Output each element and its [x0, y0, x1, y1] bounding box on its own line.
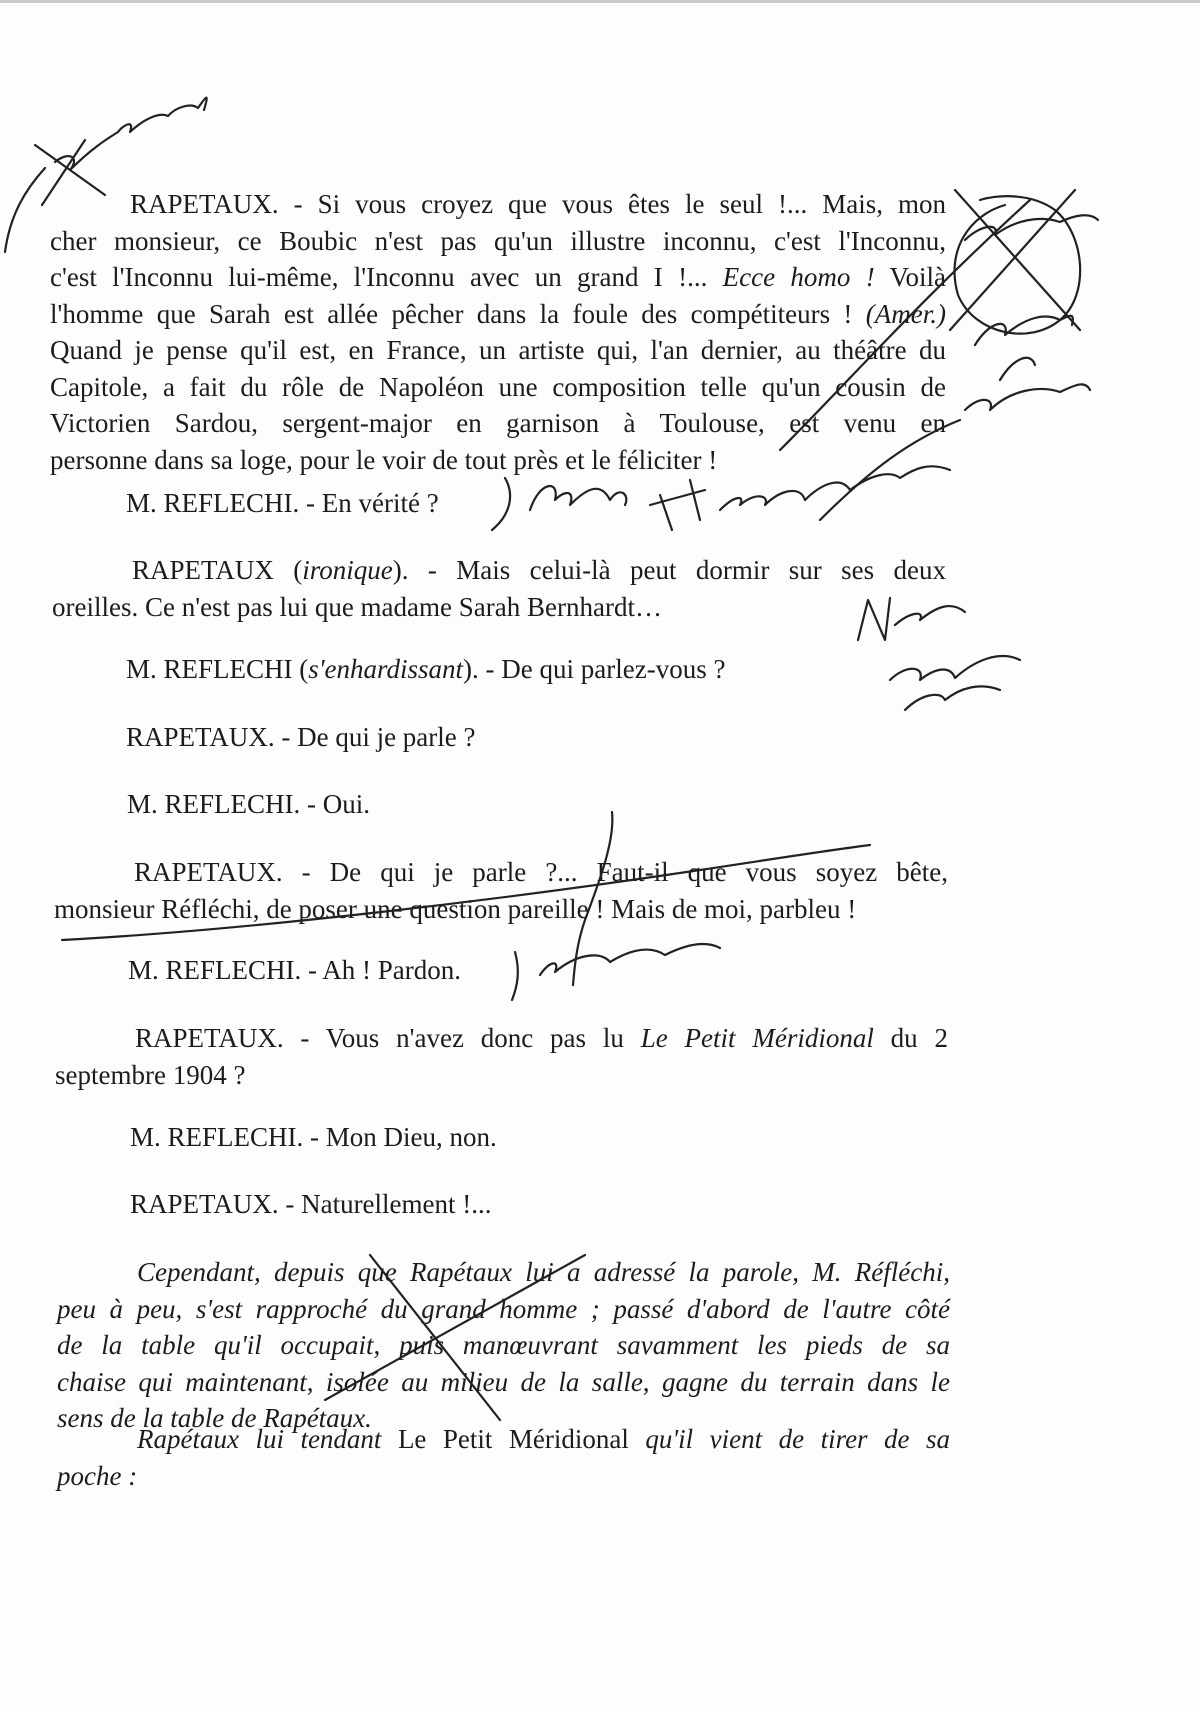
- cross-mark: [950, 190, 1080, 330]
- handwriting-scribble: [890, 656, 1020, 710]
- text-line: RAPETAUX. - Vous n'avez donc pas lu Le Petit Méridional du 2: [135, 1023, 948, 1053]
- handwriting-scribble: [530, 486, 626, 510]
- underline-stroke: [62, 845, 870, 940]
- line-rapetaux-de-qui: RAPETAUX. - De qui je parle ?: [126, 722, 476, 752]
- text-line: RAPETAUX. - Si vous croyez que vous êtes le seul !... Mais, mon: [130, 189, 946, 219]
- bracket-mark: [492, 478, 510, 530]
- text-line: Rapétaux lui tendant Le Petit Méridional qu'il vient de tirer de sa: [137, 1424, 951, 1454]
- line-reflechi-en-verite: M. REFLECHI. - En vérité ?: [126, 488, 439, 518]
- text-line: de la table qu'il occupait, puis manœuvrant savamment les pieds de sa: [57, 1330, 950, 1360]
- line-reflechi-enhardissant: M. REFLECHI (s'enhardissant). - De qui parlez-vous ?: [126, 654, 726, 684]
- handwriting-scribble: [650, 466, 950, 530]
- text-line: Quand je pense qu'il est, en France, un artiste qui, l'an dernier, au théâtre du: [50, 335, 946, 365]
- strike-line: [820, 420, 960, 520]
- line-reflechi-mon-dieu: M. REFLECHI. - Mon Dieu, non.: [130, 1122, 497, 1152]
- handwriting-scribble: [965, 358, 1090, 410]
- text-line: poche :: [57, 1460, 138, 1491]
- line-rapetaux-naturellement: RAPETAUX. - Naturellement !...: [130, 1189, 492, 1219]
- text-line: RAPETAUX. - De qui je parle ?... Faut-il que vous soyez bête,: [134, 857, 948, 887]
- scribble-mark: [5, 98, 207, 252]
- circle-mark: [955, 196, 1081, 333]
- handwriting-scribble: [965, 215, 1098, 240]
- text-line: l'homme que Sarah est allée pêcher dans la foule des compétiteurs ! (Amer.): [50, 298, 947, 329]
- text-line: peu à peu, s'est rapproché du grand homme ; passé d'abord de l'autre côté: [57, 1293, 950, 1324]
- line-reflechi-pardon: M. REFLECHI. - Ah ! Pardon.: [128, 955, 461, 985]
- text-line: Cependant, depuis que Rapétaux lui a adressé la parole, M. Réfléchi,: [137, 1257, 950, 1287]
- text-line: Victorien Sardou, sergent-major en garnison à Toulouse, est venu en: [50, 408, 946, 438]
- text-line: oreilles. Ce n'est pas lui que madame Sarah Bernhardt…: [52, 591, 662, 622]
- text-line: septembre 1904 ?: [55, 1059, 246, 1090]
- text-line: Capitole, a fait du rôle de Napoléon une composition telle qu'un cousin de: [50, 371, 946, 402]
- line-reflechi-oui: M. REFLECHI. - Oui.: [127, 789, 370, 819]
- handwriting-scribble: [975, 316, 1073, 345]
- handwriting-scribble: [540, 944, 720, 975]
- bracket-mark: [512, 952, 518, 1000]
- handwriting-scribble: [858, 598, 965, 640]
- text-line: personne dans sa loge, pour le voir de tout près et le féliciter !: [50, 444, 718, 475]
- text-line: chaise qui maintenant, isolée au milieu de la salle, gagne du terrain dans le: [57, 1366, 950, 1397]
- cross-mark: [325, 1255, 585, 1420]
- text-line: RAPETAUX (ironique). - Mais celui-là peut dormir sur ses deux: [132, 555, 946, 585]
- text-line: cher monsieur, ce Boubic n'est pas qu'un illustre inconnu, c'est l'Inconnu,: [50, 225, 946, 256]
- text-line: monsieur Réfléchi, de poser une question pareille ! Mais de moi, parbleu !: [54, 893, 857, 924]
- text-line: c'est l'Inconnu lui-même, l'Inconnu avec un grand I !... Ecce homo ! Voilà: [50, 262, 947, 292]
- text-line: sens de la table de Rapétaux.: [57, 1403, 372, 1433]
